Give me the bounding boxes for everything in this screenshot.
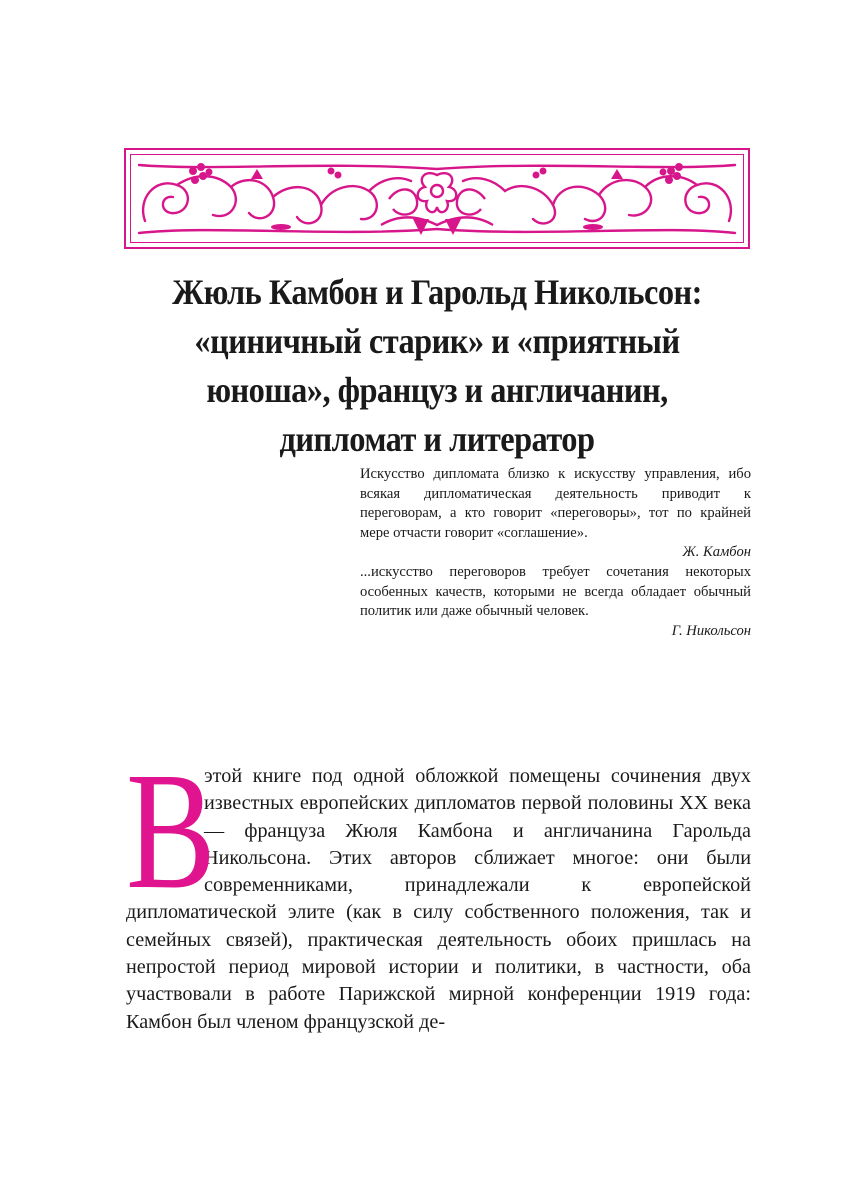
chapter-title-line: «циничный старик» и «приятный — [194, 321, 680, 361]
chapter-title-line: Жюль Камбон и Гарольд Никольсон: — [172, 272, 702, 312]
chapter-title — [143, 268, 732, 464]
ornament-banner — [124, 148, 750, 249]
body-paragraph — [126, 738, 751, 1036]
chapter-title-line: дипломат и литератор — [279, 419, 595, 459]
floral-ornament-icon — [130, 154, 744, 243]
epigraph-author-cambon: Ж. Камбон — [682, 544, 751, 561]
epigraph-author-nicolson: Г. Никольсон — [671, 622, 751, 639]
body-paragraph-text — [126, 738, 751, 1036]
epigraph-quote-nicolson: ...искусство переговоров требует сочетания некоторых особенных качеств, которыми не всегда обладает обычный политик или даже обычный человек. — [360, 563, 751, 620]
chapter-title-line: юноша», француз и англичанин, — [206, 370, 668, 410]
epigraph-quote-cambon: Искусство дипломата близко к искусству управления, ибо всякая дипломатическая деятельность приводит к переговорам, а кто говорит «переговоры», тот по крайней мере отчасти говорит «соглашение». — [360, 466, 751, 541]
body-text: этой книге под одной обложкой помещены сочинения двух известных европейских дипломатов первой половины XX века — француза Жюля Камбона и англичанина Гарольда Никольсона. Этих авторов сближает многое: они были современниками, принадлежали к европейской дипломатической элите (как в силу собственного положения, так и семейных связей), практическая деятельность обоих пришлась на непростой период мировой истории и политики, в частности, оба участвовали в работе Парижской мирной конференции 1919 года: Камбон был членом французской де- — [126, 765, 751, 1033]
epigraphs — [360, 465, 751, 641]
drop-cap: В — [126, 738, 216, 924]
